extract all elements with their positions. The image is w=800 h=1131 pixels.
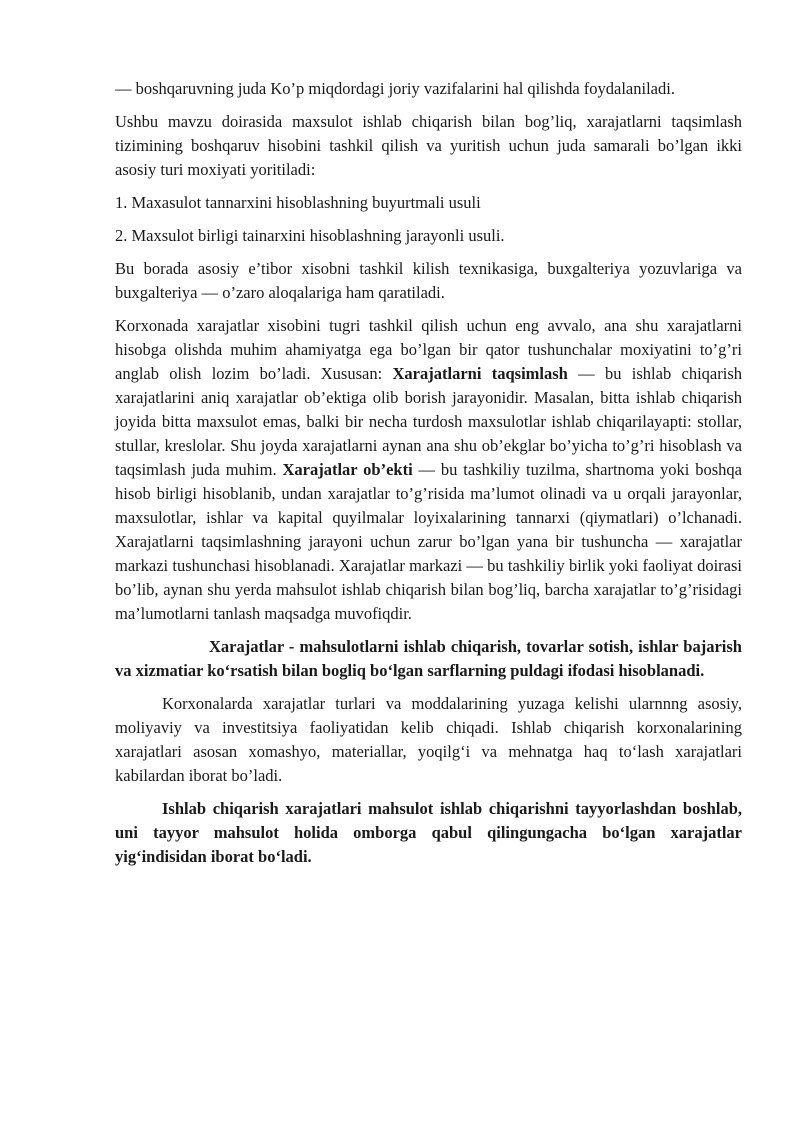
paragraph-2: Ushbu mavzu doirasida maxsulot ishlab chiqarish bilan bog’liq, xarajatlarni taqsimlash tizimining boshqaruv hisobini tashkil qilish va yuritish uchun juda samarali bo’lgan ikki asosiy turi moxiyati yoritiladi: bbox=[115, 112, 742, 179]
paragraph-5: Bu borada asosiy e’tibor xisobni tashkil kilish texnikasiga, buxgalteriya yozuvlariga va buxgalteriya — o’zaro aloqalariga ham qaratiladi. bbox=[115, 259, 742, 302]
definition-costs: Xarajatlar - mahsulotlarni ishlab chiqarish, tovarlar sotish, ishlar bajarish va xizmatiar ko‘rsatish bilan bogliq bo‘lgan sarflarning puldagi ifodasi hisoblanadi. bbox=[115, 637, 742, 680]
paragraph-8: Korxonalarda xarajatlar turlari va moddalarining yuzaga kelishi ularnnng asosiy, moliyaviy va investitsiya faoliyatidan kelib chiqadi. Ishlab chiqarish korxonalarining xarajatlari asosan xomashyo, materiallar, yoqilg‘i va mehnatga haq to‘lash xarajatlari kabilardan iborat bo’ladi. bbox=[115, 694, 742, 785]
document-page bbox=[115, 77, 742, 878]
paragraph-1: — boshqaruvning juda Ko’p miqdordagi joriy vazifalarini hal qilishda foydalaniladi. bbox=[115, 79, 675, 98]
definition-production-costs: Ishlab chiqarish xarajatlari mahsulot ishlab chiqarishni tayyorlashdan boshlab, uni tayyor mahsulot holida omborga qabul qilingungacha bo‘lgan xarajatlar yig‘indisidan iborat bo‘ladi. bbox=[115, 799, 742, 866]
term-cost-allocation: Xarajatlarni taqsimlash bbox=[392, 364, 568, 383]
term-cost-object: Xarajatlar ob’ekti bbox=[282, 460, 413, 479]
list-item-2: 2. Maxsulot birligi tainarxini hisoblashning jarayonli usuli. bbox=[115, 226, 505, 245]
paragraph-6 bbox=[115, 314, 742, 626]
paragraph-6-text-c: — bu ishlab chiqarish xarajatlarini aniq xarajatlar ob’ektiga olib borish jarayonidir. Masalan, bitta ishlab chiqarish joyida bitta maxsulot emas, balki bir necha turdosh maxsulotlar ishlab chiqarilayapti: stollar, stullar, kreslolar. Shu joyda xarajatlarni aynan ana shu ob’ekglar bo’yicha to’g’ri hisoblash va taqsimlash juda muhim. bbox=[115, 364, 743, 479]
paragraph-6-text-d: — bu tashkiliy tuzilma, shartnoma yoki boshqa hisob birligi hisoblanib, undan xarajatlar to’g’risida ma’lumot olinadi va u orqali jarayonlar, maxsulotlar, ishlar va kapital quyilmalar loyixalarining tannarxi (qiymatlari) o’lchanadi. Xarajatlarni taqsimlashning jarayoni uchun zarur bo’lgan yana bir tushuncha — xarajatlar markazi tushunchasi hisoblanadi. Xarajatlar markazi — bu tashkiliy birlik yoki faoliyat doirasi bo’lib, aynan shu yerda mahsulot ishlab chiqarish bilan bog’liq, barcha xarajatlar to’g’risidagi ma’lumotlarni tanlash maqsadga muvofiqdir. bbox=[115, 460, 742, 623]
list-item-1: 1. Maxasulot tannarxini hisoblashning buyurtmali usuli bbox=[115, 193, 481, 212]
paragraph-6-text-a: Korxonada xarajatlar xisobini tugri tashkil qilish uchun eng avvalo, ana shu xarajatlarni hisobga olishda muhim ahamiyatga ega bo’lgan bir qator tushunchalar moxiyatini to’g’ri anglab olish lozim bo’ladi. Xususan: bbox=[115, 316, 742, 383]
